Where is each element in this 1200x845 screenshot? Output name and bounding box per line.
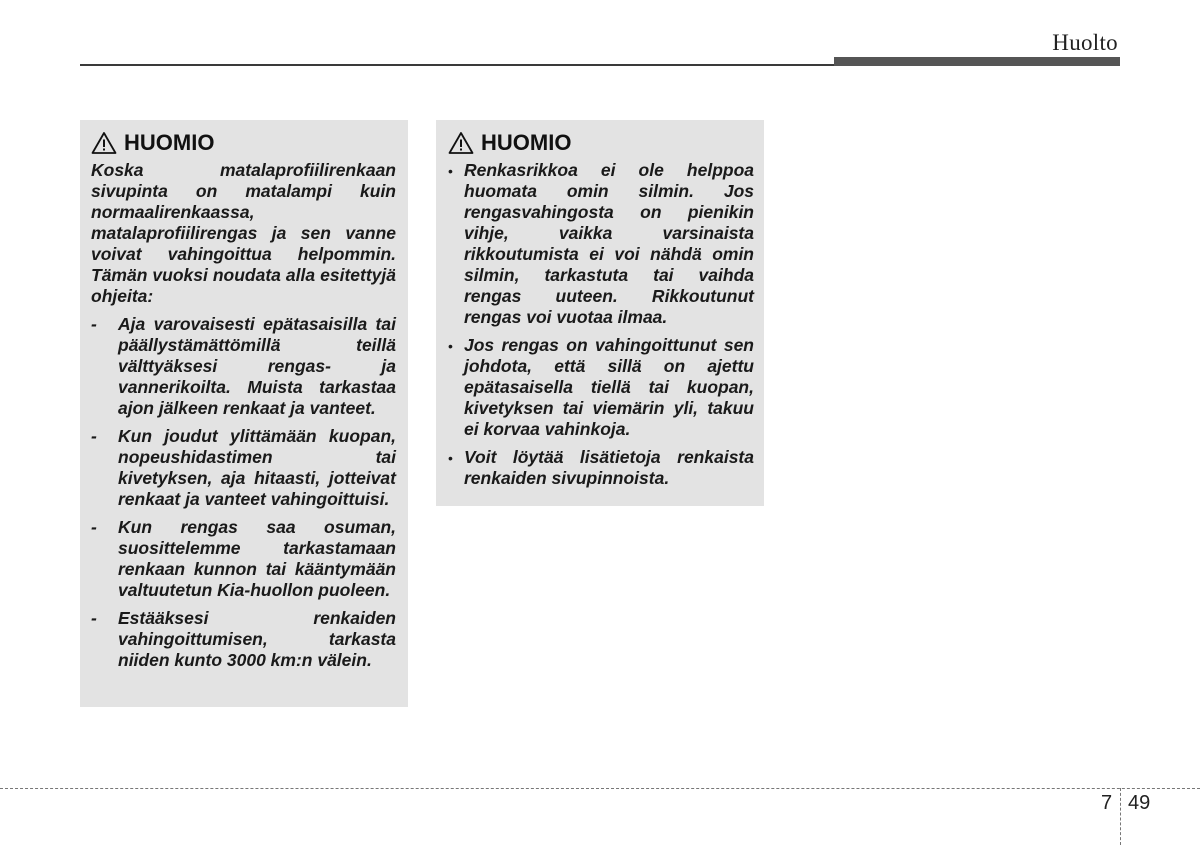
caution-title-text: HUOMIO xyxy=(124,130,215,155)
list-item xyxy=(448,335,754,440)
list-item xyxy=(91,426,396,510)
list-item-text: Kun rengas saa osuman, suosittelemme tarkastamaan renkaan kunnon tai kääntymään valtuutetun Kia-huollon puoleen. xyxy=(118,517,396,600)
caution-intro: Koska matalaprofiilirenkaan sivupinta on matalampi kuin normaalirenkaassa, matalaprofiilirengas ja sen vanne voivat vahingoittua helpommin. Tämän vuoksi noudata alla esitettyjä ohjeita: xyxy=(91,160,396,306)
dash-marker: - xyxy=(91,426,97,446)
caution-title xyxy=(448,129,754,157)
dash-marker: - xyxy=(91,608,97,628)
footer-dotted-rule xyxy=(0,788,1200,789)
caution-box-right xyxy=(436,120,764,506)
page-number: 49 xyxy=(1128,792,1151,814)
list-item-text: Renkasrikkoa ei ole helppoa huomata omin silmin. Jos rengasvahingosta on pienikin vihje, vaikka varsinaista rikkoutumista ei voi nähdä omin silmin, tarkastuta tai vaihda rengas uuteen. Rikkoutunut rengas voi vuotaa ilmaa. xyxy=(464,160,754,327)
list-item-text: Aja varovaisesti epätasaisilla tai päällystämättömillä teillä välttyäksesi rengas- ja vannerikoilta. Muista tarkastaa ajon jälkeen renkaat ja vanteet. xyxy=(118,314,396,418)
bullet-marker: • xyxy=(448,338,453,354)
list-item xyxy=(448,447,754,489)
chapter-number: 7 xyxy=(1101,792,1113,814)
header-accent-bar xyxy=(834,57,1120,66)
list-item-text: Kun joudut ylittämään kuopan, nopeushidastimen tai kivetyksen, aja hitaasti, jotteivat renkaat ja vanteet vahingoittuisi. xyxy=(118,426,396,509)
header-rule xyxy=(80,64,836,66)
section-title: Huolto xyxy=(1052,30,1118,55)
bullet-marker: • xyxy=(448,163,453,179)
list-item-text: Estääksesi renkaiden vahingoittumisen, tarkasta niiden kunto 3000 km:n välein. xyxy=(118,608,396,670)
dash-marker: - xyxy=(91,517,97,537)
list-item-text: Voit löytää lisätietoja renkaista renkaiden sivupinnoista. xyxy=(464,447,754,488)
caution-title xyxy=(91,129,396,157)
list-item xyxy=(91,608,396,671)
dash-marker: - xyxy=(91,314,97,334)
caution-title-text: HUOMIO xyxy=(481,130,572,155)
bullet-marker: • xyxy=(448,450,453,466)
caution-box-left xyxy=(80,120,408,707)
warning-triangle-icon xyxy=(448,131,474,155)
list-item xyxy=(448,160,754,328)
list-item xyxy=(91,517,396,601)
warning-triangle-icon xyxy=(91,131,117,155)
list-item xyxy=(91,314,396,419)
footer-page-divider xyxy=(1120,788,1121,845)
list-item-text: Jos rengas on vahingoittunut sen johdota, että sillä on ajettu epätasaisella tiellä tai kuopan, kivetyksen tai viemärin yli, takuu ei korvaa vahinkoja. xyxy=(464,335,754,439)
